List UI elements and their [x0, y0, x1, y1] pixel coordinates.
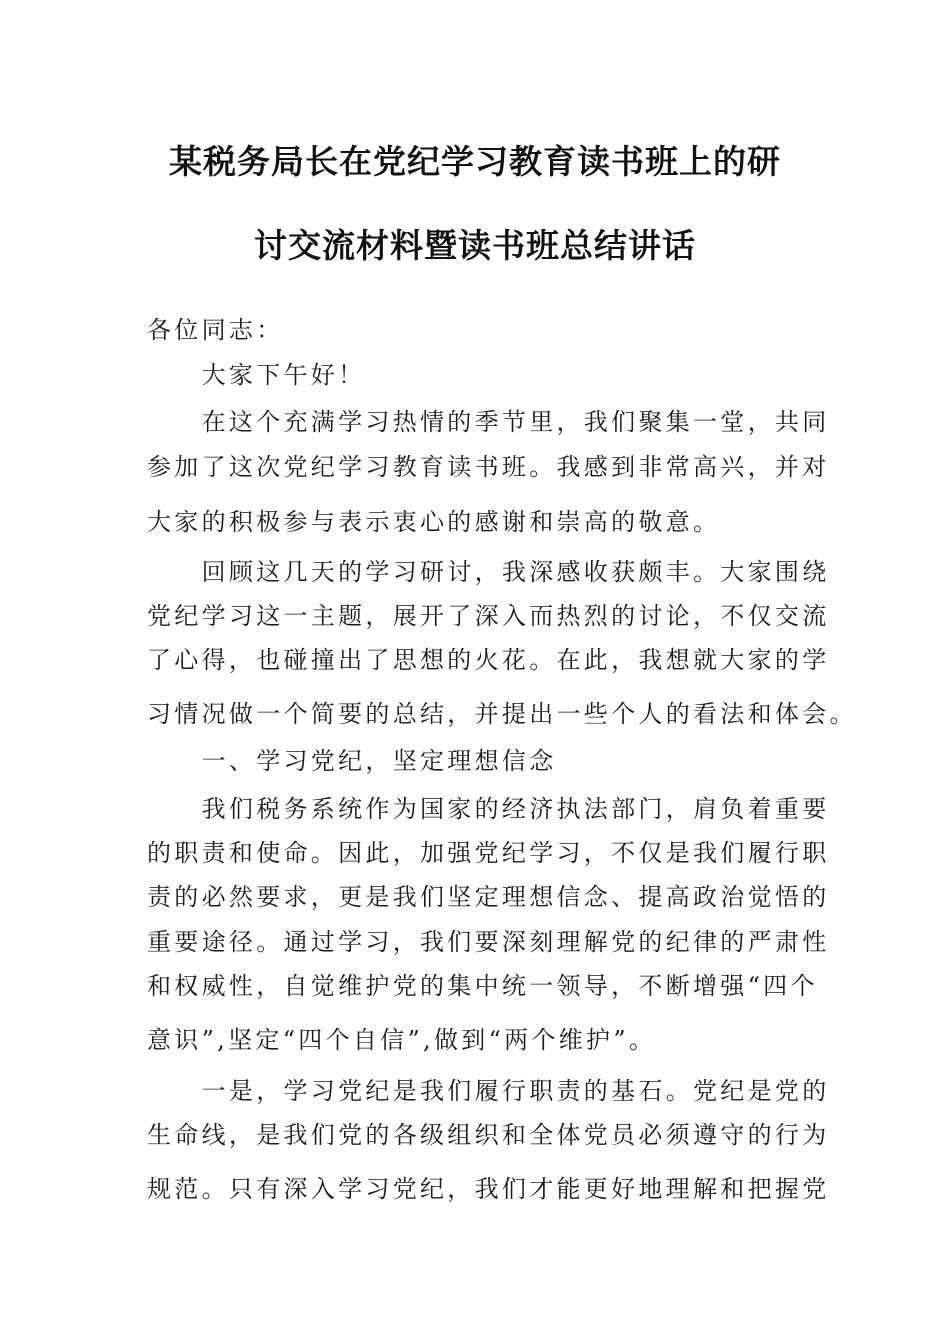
paragraph-line: 重要途径。通过学习，我们要深刻理解党的纪律的严肃性 — [147, 928, 830, 956]
document-title-line-2: 讨交流材料暨读书班总结讲话 — [254, 226, 696, 265]
paragraph-line: 的职责和使命。因此，加强党纪学习，不仅是我们履行职 — [147, 839, 830, 867]
paragraph-line: 习情况做一个简要的总结，并提出一些个人的看法和体会。 — [147, 700, 857, 728]
paragraph-line: 了心得，也碰撞出了思想的火花。在此，我想就大家的学 — [147, 646, 830, 674]
paragraph-line: 生命线，是我们党的各级组织和全体党员必须遵守的行为 — [147, 1121, 830, 1149]
section-heading: 一、学习党纪，坚定理想信念 — [147, 747, 557, 775]
paragraph-line: 规范。只有深入学习党纪，我们才能更好地理解和把握党 — [147, 1175, 830, 1203]
paragraph-line: 责的必然要求，更是我们坚定理想信念、提高政治觉悟的 — [147, 883, 830, 911]
paragraph-line: 党纪学习这一主题，展开了深入而热烈的讨论，不仅交流 — [147, 602, 830, 630]
paragraph-line: 回顾这几天的学习研讨，我深感收获颇丰。大家围绕 — [147, 558, 830, 586]
paragraph-line: 参加了这次党纪学习教育读书班。我感到非常高兴，并对 — [147, 453, 830, 481]
salutation: 各位同志： — [147, 316, 284, 344]
paragraph-line: 意识”,坚定“四个自信”,做到“两个维护”。 — [147, 1026, 657, 1054]
paragraph-line: 大家的积极参与表示衷心的感谢和崇高的敬意。 — [147, 508, 721, 536]
document-title-line-1: 某税务局长在党纪学习教育读书班上的研 — [169, 142, 781, 181]
paragraph-line: 在这个充满学习热情的季节里，我们聚集一堂，共同 — [147, 408, 830, 436]
greeting: 大家下午好！ — [147, 361, 366, 389]
paragraph-line: 和权威性，自觉维护党的集中统一领导，不断增强“四个 — [147, 972, 818, 1000]
paragraph-line: 我们税务系统作为国家的经济执法部门，肩负着重要 — [147, 795, 830, 823]
paragraph-line: 一是，学习党纪是我们履行职责的基石。党纪是党的 — [147, 1077, 830, 1105]
